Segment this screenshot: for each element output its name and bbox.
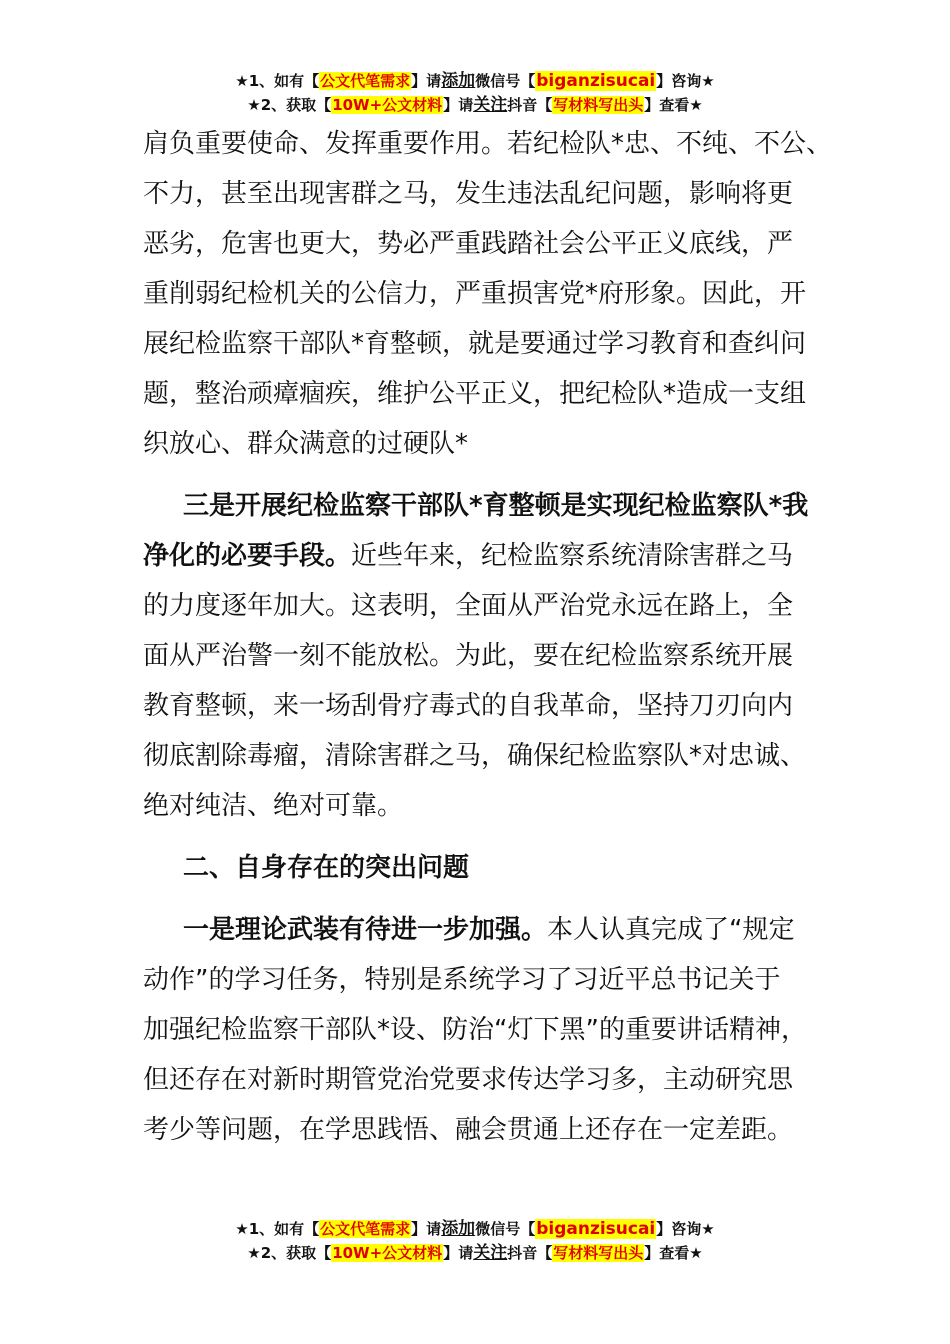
banner-text: ★1、如有【	[235, 1220, 320, 1238]
banner-text: 抖音【	[507, 96, 553, 114]
highlight-service: 公文代笔需求	[320, 72, 411, 90]
highlight-wechat-id: biganzisucai	[536, 71, 656, 91]
banner-text: 】咨询★	[656, 72, 715, 90]
footer-banner	[0, 1217, 950, 1265]
text-line: 恶劣，危害也更大，势必严重践踏社会公平正义底线，严	[143, 229, 794, 259]
text-line: 展纪检监察干部队*育整顿，就是要通过学习教育和查纠问	[143, 329, 807, 359]
highlight-materials: 10W+公文材料	[332, 1244, 443, 1262]
banner-text: 】咨询★	[656, 1220, 715, 1238]
highlight-douyin: 写材料写出头	[553, 1244, 644, 1262]
banner-text: 】请	[443, 96, 474, 114]
banner-text: ★2、获取【	[247, 1244, 332, 1262]
paragraph-lead: 三是开展纪检监察干部队*育整顿是实现纪检监察队*我	[183, 491, 809, 521]
text-line: 题，整治顽瘴痼疾，维护公平正义，把纪检队*造成一支组	[143, 379, 807, 409]
banner-underlined: 关注	[473, 95, 508, 115]
text-segment: 近些年来，纪检监察系统清除害群之马	[351, 541, 794, 571]
text-line	[143, 905, 833, 955]
paragraph-1	[143, 119, 833, 469]
text-line: 的力度逐年加大。这表明，全面从严治党永远在路上，全	[143, 591, 794, 621]
highlight-douyin: 写材料写出头	[553, 96, 644, 114]
text-line: 考少等问题，在学思践悟、融会贯通上还存在一定差距。	[143, 1115, 794, 1145]
paragraph-3	[143, 905, 833, 1155]
banner-line-2	[0, 93, 950, 117]
banner-underlined: 关注	[473, 1243, 508, 1263]
text-line	[143, 531, 833, 581]
banner-text: 】查看★	[644, 96, 703, 114]
text-line: 不力，甚至出现害群之马，发生违法乱纪问题，影响将更	[143, 179, 794, 209]
text-line: 彻底割除毒瘤，清除害群之马，确保纪检监察队*对忠诚、	[143, 741, 807, 771]
text-segment: 本人认真完成了“规定	[547, 915, 795, 945]
paragraph-lead: 一是理论武装有待进一步加强。	[183, 915, 548, 945]
banner-text: 微信号【	[475, 1220, 536, 1238]
highlight-wechat-id: biganzisucai	[536, 1219, 656, 1239]
paragraph-lead: 净化的必要手段。	[143, 541, 352, 571]
text-line: 加强纪检监察干部队*设、防治“灯下黑”的重要讲话精神，	[143, 1015, 807, 1045]
banner-underlined: 添加	[441, 71, 476, 91]
highlight-service: 公文代笔需求	[320, 1220, 411, 1238]
banner-text: 】请	[411, 1220, 442, 1238]
banner-line-2	[0, 1241, 950, 1265]
header-banner	[0, 69, 950, 117]
banner-line-1	[0, 69, 950, 93]
paragraph-2	[143, 481, 833, 831]
highlight-materials: 10W+公文材料	[332, 96, 443, 114]
text-line: 织放心、群众满意的过硬队*	[143, 429, 469, 459]
section-heading	[143, 843, 833, 893]
text-line: 动作”的学习任务，特别是系统学习了习近平总书记关于	[143, 965, 781, 995]
text-line: 面从严治警一刻不能放松。为此，要在纪检监察系统开展	[143, 641, 794, 671]
text-line: 肩负重要使命、发挥重要作用。若纪检队*忠、不纯、不公、	[143, 129, 833, 159]
text-line: 绝对纯洁、绝对可靠。	[143, 791, 404, 821]
text-line: 但还存在对新时期管党治党要求传达学习多，主动研究思	[143, 1065, 794, 1095]
heading-text: 二、自身存在的突出问题	[183, 853, 470, 883]
banner-text: 抖音【	[507, 1244, 553, 1262]
banner-text: 】请	[443, 1244, 474, 1262]
text-line	[143, 481, 833, 531]
banner-underlined: 添加	[441, 1219, 476, 1239]
text-line: 教育整顿，来一场刮骨疗毒式的自我革命，坚持刀刃向内	[143, 691, 794, 721]
banner-text: 】查看★	[644, 1244, 703, 1262]
banner-line-1	[0, 1217, 950, 1241]
banner-text: ★2、获取【	[247, 96, 332, 114]
document-body	[143, 119, 833, 1155]
text-line: 重削弱纪检机关的公信力，严重损害党*府形象。因此，开	[143, 279, 807, 309]
banner-text: 】请	[411, 72, 442, 90]
text-line	[143, 843, 833, 893]
banner-text: ★1、如有【	[235, 72, 320, 90]
banner-text: 微信号【	[475, 72, 536, 90]
